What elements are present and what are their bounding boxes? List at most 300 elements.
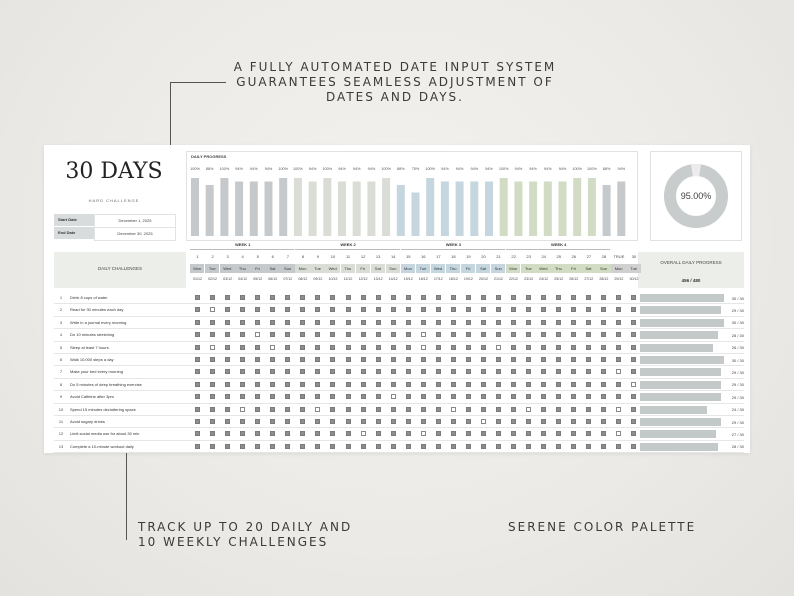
challenge-checkbox[interactable] xyxy=(496,382,501,387)
challenge-checkbox[interactable] xyxy=(466,369,471,374)
challenge-checkbox[interactable] xyxy=(240,357,245,362)
challenge-checkbox[interactable] xyxy=(330,444,335,449)
challenge-checkbox[interactable] xyxy=(451,382,456,387)
challenge-checkbox[interactable] xyxy=(541,345,546,350)
challenge-checkbox[interactable] xyxy=(406,382,411,387)
challenge-checkbox[interactable] xyxy=(300,407,305,412)
challenge-checkbox[interactable] xyxy=(285,307,290,312)
challenge-checkbox[interactable] xyxy=(300,320,305,325)
challenge-checkbox[interactable] xyxy=(571,419,576,424)
challenge-checkbox[interactable] xyxy=(255,307,260,312)
challenge-checkbox[interactable] xyxy=(376,382,381,387)
challenge-checkbox[interactable] xyxy=(571,320,576,325)
challenge-checkbox[interactable] xyxy=(436,345,441,350)
challenge-checkbox[interactable] xyxy=(391,320,396,325)
challenge-checkbox[interactable] xyxy=(451,307,456,312)
challenge-checkbox[interactable] xyxy=(616,369,621,374)
challenge-checkbox[interactable] xyxy=(406,444,411,449)
challenge-checkbox[interactable] xyxy=(270,320,275,325)
challenge-checkbox[interactable] xyxy=(466,407,471,412)
challenge-checkbox[interactable] xyxy=(225,345,230,350)
challenge-checkbox[interactable] xyxy=(255,345,260,350)
challenge-checkbox[interactable] xyxy=(526,332,531,337)
challenge-checkbox[interactable] xyxy=(361,444,366,449)
challenge-checkbox[interactable] xyxy=(240,332,245,337)
challenge-checkbox[interactable] xyxy=(391,369,396,374)
challenge-checkbox[interactable] xyxy=(466,444,471,449)
challenge-checkbox[interactable] xyxy=(330,394,335,399)
challenge-checkbox[interactable] xyxy=(285,419,290,424)
challenge-checkbox[interactable] xyxy=(270,332,275,337)
challenge-checkbox[interactable] xyxy=(571,295,576,300)
challenge-checkbox[interactable] xyxy=(240,419,245,424)
challenge-checkbox[interactable] xyxy=(466,332,471,337)
challenge-checkbox[interactable] xyxy=(346,357,351,362)
challenge-checkbox[interactable] xyxy=(300,345,305,350)
challenge-checkbox[interactable] xyxy=(541,332,546,337)
challenge-checkbox[interactable] xyxy=(466,320,471,325)
challenge-checkbox[interactable] xyxy=(391,394,396,399)
challenge-checkbox[interactable] xyxy=(376,320,381,325)
challenge-checkbox[interactable] xyxy=(255,320,260,325)
challenge-checkbox[interactable] xyxy=(391,382,396,387)
challenge-checkbox[interactable] xyxy=(421,382,426,387)
challenge-checkbox[interactable] xyxy=(466,295,471,300)
challenge-checkbox[interactable] xyxy=(511,419,516,424)
end-date-field[interactable]: December 30, 2025 xyxy=(94,227,176,241)
challenge-checkbox[interactable] xyxy=(270,407,275,412)
challenge-checkbox[interactable] xyxy=(481,444,486,449)
challenge-checkbox[interactable] xyxy=(571,407,576,412)
challenge-checkbox[interactable] xyxy=(571,394,576,399)
challenge-checkbox[interactable] xyxy=(451,345,456,350)
challenge-checkbox[interactable] xyxy=(330,332,335,337)
challenge-checkbox[interactable] xyxy=(346,407,351,412)
challenge-checkbox[interactable] xyxy=(631,431,636,436)
challenge-checkbox[interactable] xyxy=(285,394,290,399)
challenge-checkbox[interactable] xyxy=(451,431,456,436)
challenge-checkbox[interactable] xyxy=(406,419,411,424)
challenge-checkbox[interactable] xyxy=(631,295,636,300)
challenge-checkbox[interactable] xyxy=(541,382,546,387)
challenge-checkbox[interactable] xyxy=(436,444,441,449)
challenge-checkbox[interactable] xyxy=(376,345,381,350)
challenge-checkbox[interactable] xyxy=(451,332,456,337)
challenge-checkbox[interactable] xyxy=(255,431,260,436)
challenge-checkbox[interactable] xyxy=(556,407,561,412)
challenge-checkbox[interactable] xyxy=(195,320,200,325)
challenge-checkbox[interactable] xyxy=(195,369,200,374)
challenge-checkbox[interactable] xyxy=(240,345,245,350)
challenge-checkbox[interactable] xyxy=(601,295,606,300)
challenge-checkbox[interactable] xyxy=(586,332,591,337)
challenge-checkbox[interactable] xyxy=(195,419,200,424)
challenge-checkbox[interactable] xyxy=(601,394,606,399)
challenge-checkbox[interactable] xyxy=(195,332,200,337)
challenge-checkbox[interactable] xyxy=(541,407,546,412)
challenge-checkbox[interactable] xyxy=(451,320,456,325)
challenge-checkbox[interactable] xyxy=(315,357,320,362)
challenge-checkbox[interactable] xyxy=(361,431,366,436)
challenge-checkbox[interactable] xyxy=(616,431,621,436)
challenge-checkbox[interactable] xyxy=(556,295,561,300)
challenge-checkbox[interactable] xyxy=(391,444,396,449)
start-date-field[interactable]: December 1, 2025 xyxy=(94,214,176,228)
challenge-checkbox[interactable] xyxy=(481,407,486,412)
challenge-checkbox[interactable] xyxy=(616,394,621,399)
challenge-checkbox[interactable] xyxy=(315,332,320,337)
challenge-checkbox[interactable] xyxy=(616,419,621,424)
challenge-checkbox[interactable] xyxy=(481,382,486,387)
challenge-checkbox[interactable] xyxy=(361,345,366,350)
challenge-checkbox[interactable] xyxy=(481,295,486,300)
challenge-checkbox[interactable] xyxy=(586,419,591,424)
challenge-checkbox[interactable] xyxy=(210,295,215,300)
challenge-checkbox[interactable] xyxy=(240,295,245,300)
challenge-checkbox[interactable] xyxy=(421,369,426,374)
challenge-checkbox[interactable] xyxy=(346,444,351,449)
challenge-checkbox[interactable] xyxy=(195,394,200,399)
challenge-checkbox[interactable] xyxy=(526,345,531,350)
challenge-checkbox[interactable] xyxy=(451,295,456,300)
challenge-checkbox[interactable] xyxy=(571,357,576,362)
challenge-checkbox[interactable] xyxy=(481,345,486,350)
challenge-checkbox[interactable] xyxy=(270,394,275,399)
challenge-checkbox[interactable] xyxy=(616,307,621,312)
challenge-checkbox[interactable] xyxy=(270,345,275,350)
challenge-checkbox[interactable] xyxy=(601,407,606,412)
challenge-checkbox[interactable] xyxy=(436,307,441,312)
challenge-checkbox[interactable] xyxy=(210,419,215,424)
challenge-checkbox[interactable] xyxy=(451,369,456,374)
challenge-checkbox[interactable] xyxy=(421,332,426,337)
challenge-checkbox[interactable] xyxy=(361,307,366,312)
challenge-checkbox[interactable] xyxy=(496,295,501,300)
challenge-checkbox[interactable] xyxy=(346,332,351,337)
challenge-checkbox[interactable] xyxy=(255,295,260,300)
challenge-checkbox[interactable] xyxy=(586,444,591,449)
challenge-checkbox[interactable] xyxy=(436,407,441,412)
challenge-checkbox[interactable] xyxy=(616,345,621,350)
challenge-checkbox[interactable] xyxy=(210,407,215,412)
challenge-checkbox[interactable] xyxy=(225,332,230,337)
challenge-checkbox[interactable] xyxy=(240,307,245,312)
challenge-checkbox[interactable] xyxy=(255,394,260,399)
challenge-checkbox[interactable] xyxy=(511,382,516,387)
challenge-checkbox[interactable] xyxy=(526,394,531,399)
challenge-checkbox[interactable] xyxy=(391,345,396,350)
challenge-checkbox[interactable] xyxy=(210,431,215,436)
challenge-checkbox[interactable] xyxy=(391,357,396,362)
challenge-checkbox[interactable] xyxy=(541,444,546,449)
challenge-checkbox[interactable] xyxy=(451,444,456,449)
challenge-checkbox[interactable] xyxy=(481,332,486,337)
challenge-checkbox[interactable] xyxy=(300,431,305,436)
challenge-checkbox[interactable] xyxy=(571,369,576,374)
challenge-checkbox[interactable] xyxy=(466,419,471,424)
challenge-checkbox[interactable] xyxy=(406,394,411,399)
challenge-checkbox[interactable] xyxy=(406,431,411,436)
challenge-checkbox[interactable] xyxy=(481,307,486,312)
challenge-checkbox[interactable] xyxy=(330,369,335,374)
challenge-checkbox[interactable] xyxy=(330,345,335,350)
challenge-checkbox[interactable] xyxy=(240,444,245,449)
challenge-checkbox[interactable] xyxy=(330,407,335,412)
challenge-checkbox[interactable] xyxy=(511,394,516,399)
challenge-checkbox[interactable] xyxy=(406,307,411,312)
challenge-checkbox[interactable] xyxy=(496,419,501,424)
challenge-checkbox[interactable] xyxy=(631,407,636,412)
challenge-checkbox[interactable] xyxy=(346,382,351,387)
challenge-checkbox[interactable] xyxy=(361,382,366,387)
challenge-checkbox[interactable] xyxy=(541,369,546,374)
challenge-checkbox[interactable] xyxy=(285,357,290,362)
challenge-checkbox[interactable] xyxy=(496,320,501,325)
challenge-checkbox[interactable] xyxy=(616,407,621,412)
challenge-checkbox[interactable] xyxy=(391,295,396,300)
challenge-checkbox[interactable] xyxy=(225,357,230,362)
challenge-checkbox[interactable] xyxy=(571,332,576,337)
challenge-checkbox[interactable] xyxy=(346,419,351,424)
challenge-checkbox[interactable] xyxy=(346,369,351,374)
challenge-checkbox[interactable] xyxy=(330,431,335,436)
challenge-checkbox[interactable] xyxy=(240,369,245,374)
challenge-checkbox[interactable] xyxy=(601,431,606,436)
challenge-checkbox[interactable] xyxy=(361,295,366,300)
challenge-checkbox[interactable] xyxy=(586,307,591,312)
challenge-checkbox[interactable] xyxy=(421,295,426,300)
challenge-checkbox[interactable] xyxy=(255,382,260,387)
challenge-checkbox[interactable] xyxy=(451,394,456,399)
challenge-checkbox[interactable] xyxy=(255,444,260,449)
challenge-checkbox[interactable] xyxy=(285,407,290,412)
challenge-checkbox[interactable] xyxy=(361,394,366,399)
challenge-checkbox[interactable] xyxy=(361,320,366,325)
challenge-checkbox[interactable] xyxy=(210,382,215,387)
challenge-checkbox[interactable] xyxy=(616,444,621,449)
challenge-checkbox[interactable] xyxy=(285,295,290,300)
challenge-checkbox[interactable] xyxy=(285,320,290,325)
challenge-checkbox[interactable] xyxy=(451,357,456,362)
challenge-checkbox[interactable] xyxy=(240,394,245,399)
challenge-checkbox[interactable] xyxy=(300,394,305,399)
challenge-checkbox[interactable] xyxy=(511,345,516,350)
challenge-checkbox[interactable] xyxy=(631,394,636,399)
challenge-checkbox[interactable] xyxy=(421,307,426,312)
challenge-checkbox[interactable] xyxy=(496,407,501,412)
challenge-checkbox[interactable] xyxy=(210,369,215,374)
challenge-checkbox[interactable] xyxy=(631,382,636,387)
challenge-checkbox[interactable] xyxy=(511,444,516,449)
challenge-checkbox[interactable] xyxy=(601,307,606,312)
challenge-checkbox[interactable] xyxy=(376,369,381,374)
challenge-checkbox[interactable] xyxy=(616,382,621,387)
challenge-checkbox[interactable] xyxy=(210,332,215,337)
challenge-checkbox[interactable] xyxy=(451,407,456,412)
challenge-checkbox[interactable] xyxy=(556,431,561,436)
challenge-checkbox[interactable] xyxy=(601,345,606,350)
challenge-checkbox[interactable] xyxy=(631,444,636,449)
challenge-checkbox[interactable] xyxy=(376,419,381,424)
challenge-checkbox[interactable] xyxy=(406,332,411,337)
challenge-checkbox[interactable] xyxy=(436,332,441,337)
challenge-checkbox[interactable] xyxy=(511,357,516,362)
challenge-checkbox[interactable] xyxy=(616,357,621,362)
challenge-checkbox[interactable] xyxy=(556,357,561,362)
challenge-checkbox[interactable] xyxy=(391,419,396,424)
challenge-checkbox[interactable] xyxy=(481,357,486,362)
challenge-checkbox[interactable] xyxy=(616,295,621,300)
challenge-checkbox[interactable] xyxy=(225,407,230,412)
challenge-checkbox[interactable] xyxy=(601,419,606,424)
challenge-checkbox[interactable] xyxy=(556,419,561,424)
challenge-checkbox[interactable] xyxy=(346,345,351,350)
challenge-checkbox[interactable] xyxy=(210,394,215,399)
challenge-checkbox[interactable] xyxy=(496,394,501,399)
challenge-checkbox[interactable] xyxy=(225,295,230,300)
challenge-checkbox[interactable] xyxy=(210,345,215,350)
challenge-checkbox[interactable] xyxy=(541,320,546,325)
challenge-checkbox[interactable] xyxy=(285,382,290,387)
challenge-checkbox[interactable] xyxy=(270,295,275,300)
challenge-checkbox[interactable] xyxy=(270,444,275,449)
challenge-checkbox[interactable] xyxy=(225,320,230,325)
challenge-checkbox[interactable] xyxy=(466,394,471,399)
challenge-checkbox[interactable] xyxy=(421,431,426,436)
challenge-checkbox[interactable] xyxy=(300,295,305,300)
challenge-checkbox[interactable] xyxy=(376,444,381,449)
challenge-checkbox[interactable] xyxy=(586,295,591,300)
challenge-checkbox[interactable] xyxy=(556,332,561,337)
challenge-checkbox[interactable] xyxy=(571,345,576,350)
challenge-checkbox[interactable] xyxy=(601,444,606,449)
challenge-checkbox[interactable] xyxy=(376,332,381,337)
challenge-checkbox[interactable] xyxy=(195,345,200,350)
challenge-checkbox[interactable] xyxy=(466,382,471,387)
challenge-checkbox[interactable] xyxy=(586,407,591,412)
challenge-checkbox[interactable] xyxy=(511,320,516,325)
challenge-checkbox[interactable] xyxy=(225,382,230,387)
challenge-checkbox[interactable] xyxy=(631,332,636,337)
challenge-checkbox[interactable] xyxy=(240,382,245,387)
challenge-checkbox[interactable] xyxy=(255,369,260,374)
challenge-checkbox[interactable] xyxy=(481,369,486,374)
challenge-checkbox[interactable] xyxy=(541,357,546,362)
challenge-checkbox[interactable] xyxy=(315,382,320,387)
challenge-checkbox[interactable] xyxy=(315,369,320,374)
challenge-checkbox[interactable] xyxy=(285,332,290,337)
challenge-checkbox[interactable] xyxy=(406,369,411,374)
challenge-checkbox[interactable] xyxy=(346,307,351,312)
challenge-checkbox[interactable] xyxy=(511,307,516,312)
challenge-checkbox[interactable] xyxy=(526,295,531,300)
challenge-checkbox[interactable] xyxy=(406,345,411,350)
challenge-checkbox[interactable] xyxy=(255,332,260,337)
challenge-checkbox[interactable] xyxy=(511,407,516,412)
challenge-checkbox[interactable] xyxy=(391,307,396,312)
challenge-checkbox[interactable] xyxy=(631,307,636,312)
challenge-checkbox[interactable] xyxy=(270,357,275,362)
challenge-checkbox[interactable] xyxy=(436,419,441,424)
challenge-checkbox[interactable] xyxy=(556,444,561,449)
challenge-checkbox[interactable] xyxy=(481,394,486,399)
challenge-checkbox[interactable] xyxy=(315,431,320,436)
challenge-checkbox[interactable] xyxy=(195,431,200,436)
challenge-checkbox[interactable] xyxy=(300,307,305,312)
challenge-checkbox[interactable] xyxy=(270,382,275,387)
challenge-checkbox[interactable] xyxy=(466,307,471,312)
challenge-checkbox[interactable] xyxy=(225,394,230,399)
challenge-checkbox[interactable] xyxy=(315,307,320,312)
challenge-checkbox[interactable] xyxy=(496,369,501,374)
challenge-checkbox[interactable] xyxy=(270,419,275,424)
challenge-checkbox[interactable] xyxy=(315,419,320,424)
challenge-checkbox[interactable] xyxy=(195,407,200,412)
challenge-checkbox[interactable] xyxy=(541,394,546,399)
challenge-checkbox[interactable] xyxy=(601,382,606,387)
challenge-checkbox[interactable] xyxy=(225,307,230,312)
challenge-checkbox[interactable] xyxy=(225,444,230,449)
challenge-checkbox[interactable] xyxy=(496,345,501,350)
challenge-checkbox[interactable] xyxy=(225,419,230,424)
challenge-checkbox[interactable] xyxy=(330,320,335,325)
challenge-checkbox[interactable] xyxy=(586,394,591,399)
challenge-checkbox[interactable] xyxy=(300,332,305,337)
challenge-checkbox[interactable] xyxy=(436,369,441,374)
challenge-checkbox[interactable] xyxy=(240,431,245,436)
challenge-checkbox[interactable] xyxy=(601,369,606,374)
challenge-checkbox[interactable] xyxy=(436,320,441,325)
challenge-checkbox[interactable] xyxy=(631,357,636,362)
challenge-checkbox[interactable] xyxy=(210,320,215,325)
challenge-checkbox[interactable] xyxy=(586,357,591,362)
challenge-checkbox[interactable] xyxy=(315,345,320,350)
challenge-checkbox[interactable] xyxy=(436,357,441,362)
challenge-checkbox[interactable] xyxy=(255,419,260,424)
challenge-checkbox[interactable] xyxy=(421,357,426,362)
challenge-checkbox[interactable] xyxy=(300,444,305,449)
challenge-checkbox[interactable] xyxy=(195,307,200,312)
challenge-checkbox[interactable] xyxy=(195,444,200,449)
challenge-checkbox[interactable] xyxy=(195,295,200,300)
challenge-checkbox[interactable] xyxy=(526,431,531,436)
challenge-checkbox[interactable] xyxy=(376,407,381,412)
challenge-checkbox[interactable] xyxy=(511,295,516,300)
challenge-checkbox[interactable] xyxy=(361,419,366,424)
challenge-checkbox[interactable] xyxy=(361,407,366,412)
challenge-checkbox[interactable] xyxy=(346,394,351,399)
challenge-checkbox[interactable] xyxy=(315,320,320,325)
challenge-checkbox[interactable] xyxy=(195,357,200,362)
challenge-checkbox[interactable] xyxy=(556,382,561,387)
challenge-checkbox[interactable] xyxy=(285,369,290,374)
challenge-checkbox[interactable] xyxy=(376,357,381,362)
challenge-checkbox[interactable] xyxy=(496,357,501,362)
challenge-checkbox[interactable] xyxy=(556,320,561,325)
challenge-checkbox[interactable] xyxy=(315,444,320,449)
challenge-checkbox[interactable] xyxy=(481,320,486,325)
challenge-checkbox[interactable] xyxy=(436,295,441,300)
challenge-checkbox[interactable] xyxy=(376,431,381,436)
challenge-checkbox[interactable] xyxy=(240,407,245,412)
challenge-checkbox[interactable] xyxy=(556,345,561,350)
challenge-checkbox[interactable] xyxy=(526,369,531,374)
challenge-checkbox[interactable] xyxy=(436,382,441,387)
challenge-checkbox[interactable] xyxy=(556,307,561,312)
challenge-checkbox[interactable] xyxy=(496,307,501,312)
challenge-checkbox[interactable] xyxy=(210,444,215,449)
challenge-checkbox[interactable] xyxy=(571,431,576,436)
